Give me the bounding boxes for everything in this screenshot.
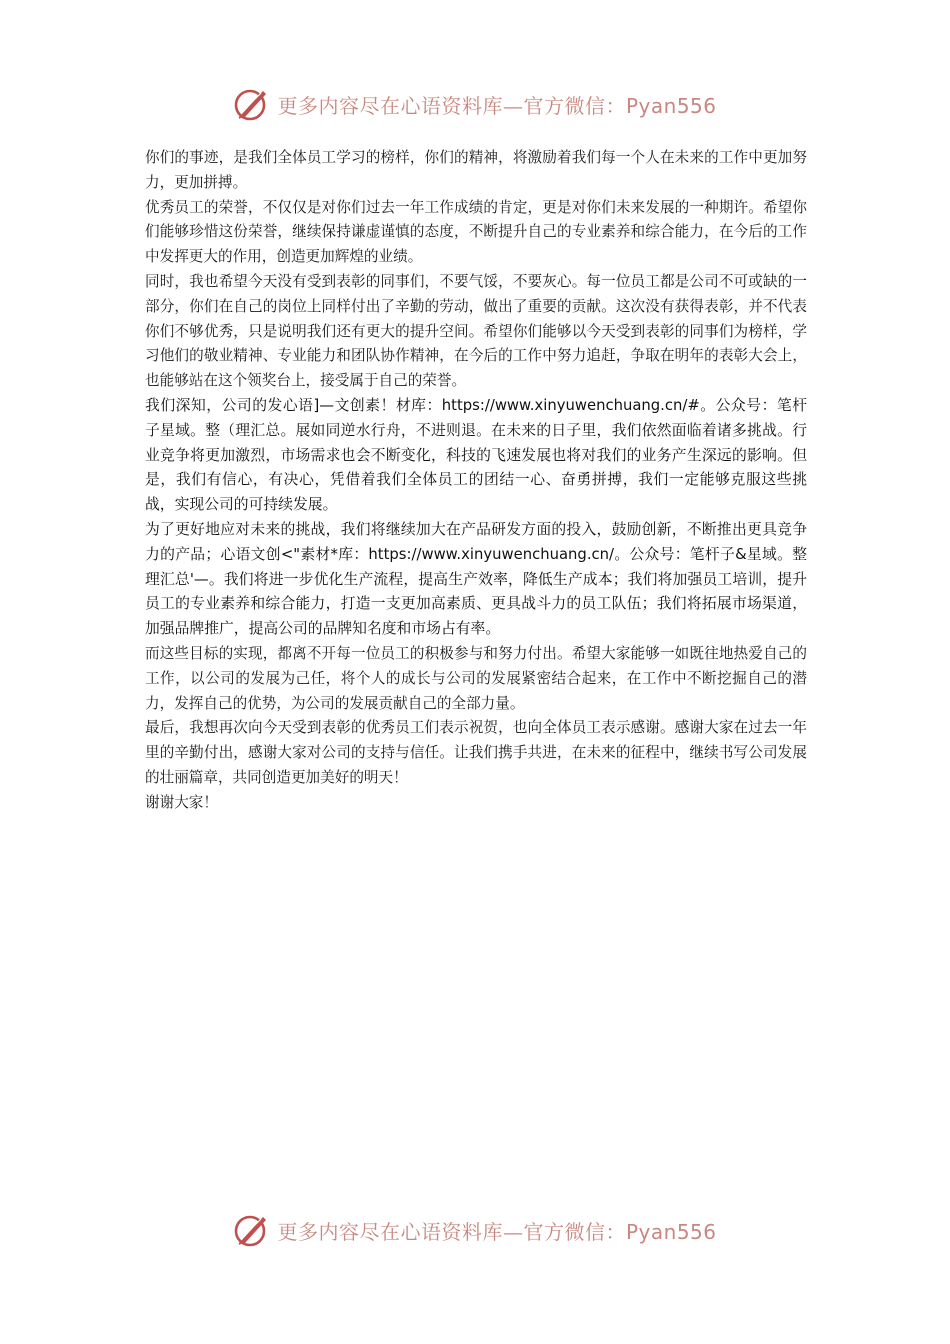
document-body <box>145 146 807 816</box>
watermark-text <box>277 90 716 119</box>
quill-pen-circle-icon <box>233 85 271 123</box>
header-watermark <box>0 82 950 126</box>
paragraph-1: 你们的事迹，是我们全体员工学习的榜样，你们的精神，将激励着我们每一个人在未来的工作中更加努力，更加拼搏。 <box>145 149 807 191</box>
watermark-site-text: 更多内容尽在心语资料库—官方微信： <box>277 1219 626 1244</box>
paragraph-3: 同时，我也希望今天没有受到表彰的同事们，不要气馁，不要灰心。每一位员工都是公司不可或缺的一部分，你们在自己的岗位上同样付出了辛勤的劳动，做出了重要的贡献。这次没有获得表彰，并不代表你们不够优秀，只是说明我们还有更大的提升空间。希望你们能够以今天受到表彰的同事们为榜样，学习他们的敬业精神、专业能力和团队协作精神，在今后的工作中努力追赶，争取在明年的表彰大会上，也能够站在这个领奖台上，接受属于自己的荣誉。 <box>145 272 807 390</box>
paragraph-4: 我们深知，公司的发心语]—文创素！材库：https://www.xinyuwenchuang.cn/#。公众号：笔杆子星域。整（理汇总。展如同逆水行舟，不进则退。在未来的日子里，我们依然面临着诸多挑战。行业竞争将更加激烈，市场需求也会不断变化，科技的飞速发展也将对我们的业务产生深远的影响。但是，我们有信心，有决心，凭借着我们全体员工的团结一心、奋勇拼搏，我们一定能够克服这些挑战，实现公司的可持续发展。 <box>145 396 807 514</box>
paragraph-2: 优秀员工的荣誉，不仅仅是对你们过去一年工作成绩的肯定，更是对你们未来发展的一种期许。希望你们能够珍惜这份荣誉，继续保持谦虚谨慎的态度，不断提升自己的专业素养和综合能力，在今后的工作中发挥更大的作用，创造更加辉煌的业绩。 <box>145 198 807 266</box>
footer-watermark <box>0 1208 950 1252</box>
watermark-site-text: 更多内容尽在心语资料库—官方微信： <box>277 93 626 118</box>
paragraph-8: 谢谢大家！ <box>145 793 218 811</box>
watermark-handle: Pyan556 <box>625 1219 717 1244</box>
paragraph-5: 为了更好地应对未来的挑战，我们将继续加大在产品研发方面的投入，鼓励创新，不断推出更具竞争力的产品；心语文创<"素材*库：https://www.xinyuwenchuang.cn/。公众号：笔杆子&星域。整理汇总'—。我们将进一步优化生产流程，提高生产效率，降低生产成本；我们将加强员工培训，提升员工的专业素养和综合能力，打造一支更加高素质、更具战斗力的员工队伍；我们将拓展市场渠道，加强品牌推广，提高公司的品牌知名度和市场占有率。 <box>145 520 807 638</box>
paragraph-6: 而这些目标的实现，都离不开每一位员工的积极参与和努力付出。希望大家能够一如既往地热爱自己的工作，以公司的发展为己任，将个人的成长与公司的发展紧密结合起来，在工作中不断挖掘自己的潜力，发挥自己的优势，为公司的发展贡献自己的全部力量。 <box>145 644 807 712</box>
quill-pen-circle-icon <box>233 1211 271 1249</box>
watermark-handle: Pyan556 <box>625 93 717 118</box>
paragraph-7: 最后，我想再次向今天受到表彰的优秀员工们表示祝贺，也向全体员工表示感谢。感谢大家在过去一年里的辛勤付出，感谢大家对公司的支持与信任。让我们携手共进，在未来的征程中，继续书写公司发展的壮丽篇章，共同创造更加美好的明天！ <box>145 719 807 786</box>
watermark-text <box>277 1216 716 1245</box>
